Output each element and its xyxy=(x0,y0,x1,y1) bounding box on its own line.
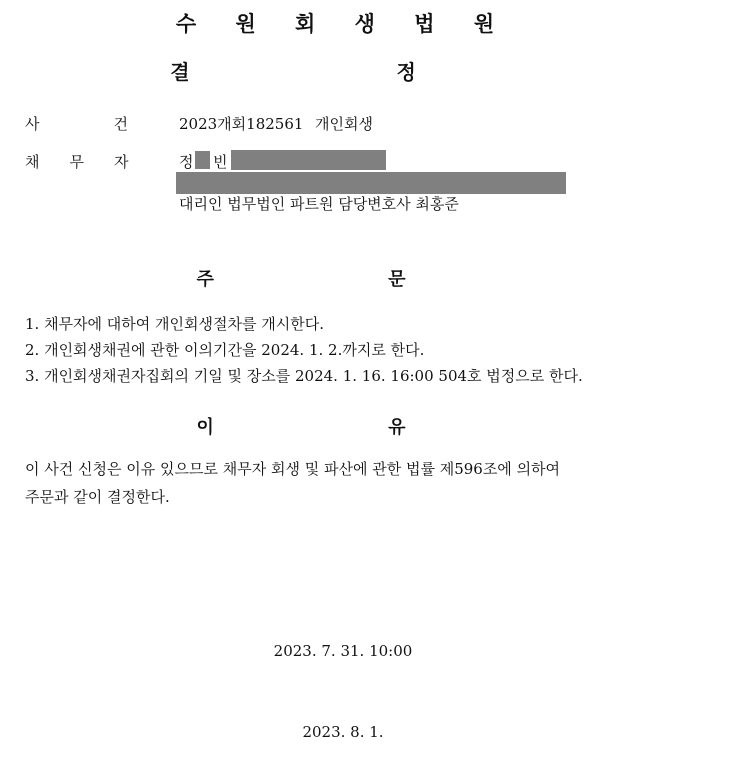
redaction-bar xyxy=(176,172,566,194)
case-number: 2023개회182561 xyxy=(179,115,304,133)
order-item: 2. 개인회생채권에 관한 이의기간을 2024. 1. 2.까지로 한다. xyxy=(25,341,425,359)
order-item: 1. 채무자에 대하여 개인회생절차를 개시한다. xyxy=(25,315,324,333)
court-name: 수 원 회 생 법 원 xyxy=(175,12,511,36)
reason-text-line: 이 사건 신청은 이유 있으므로 채무자 회생 및 파산에 관한 법률 제596조에 의하여 xyxy=(25,460,561,478)
order-title: 주 문 xyxy=(196,269,490,290)
debtor-name-first: 정 xyxy=(179,153,194,171)
document-type-title: 결 정 xyxy=(170,60,516,84)
redaction-bar xyxy=(195,151,210,169)
case-type: 개인회생 xyxy=(315,115,373,133)
reason-text-line: 주문과 같이 결정한다. xyxy=(25,488,170,506)
order-item: 3. 개인회생채권자집회의 기일 및 장소를 2024. 1. 16. 16:00 504호 법정으로 한다. xyxy=(25,367,583,385)
debtor-agent: 대리인 법무법인 파트원 담당변호사 최홍준 xyxy=(179,195,459,213)
debtor-label: 채무자 xyxy=(25,153,159,171)
debtor-name-last: 빈 xyxy=(213,153,228,171)
decision-datetime: 2023. 7. 31. 10:00 xyxy=(273,642,413,660)
case-label: 사건 xyxy=(25,115,202,133)
redaction-bar xyxy=(231,150,386,170)
issue-date: 2023. 8. 1. xyxy=(302,723,384,741)
reason-title: 이 유 xyxy=(196,417,490,438)
